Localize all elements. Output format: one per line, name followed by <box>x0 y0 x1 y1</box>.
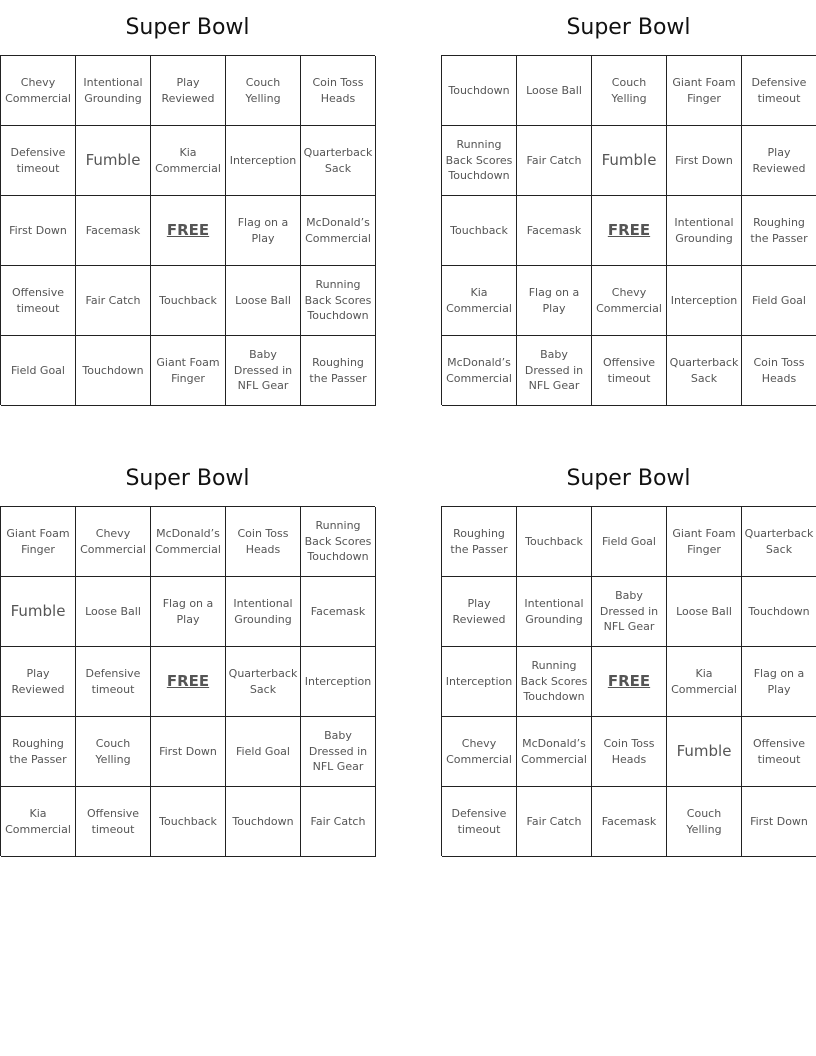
bingo-cell: Touchback <box>151 266 226 336</box>
bingo-cell: Fair Catch <box>301 787 376 857</box>
bingo-cell: McDonald’s Commercial <box>442 336 517 406</box>
bingo-cell: Field Goal <box>1 336 76 406</box>
bingo-cell: Roughing the Passer <box>742 196 816 266</box>
bingo-cell: McDonald’s Commercial <box>151 507 226 577</box>
bingo-cell: Fumble <box>592 126 667 196</box>
bingo-cell: Kia Commercial <box>151 126 226 196</box>
bingo-cell: Intentional Grounding <box>76 56 151 126</box>
bingo-cell: Defensive timeout <box>742 56 816 126</box>
bingo-cell: Touchdown <box>76 336 151 406</box>
bingo-cell: Couch Yelling <box>226 56 301 126</box>
bingo-cell: Interception <box>301 647 376 717</box>
bingo-cell: McDonald’s Commercial <box>301 196 376 266</box>
bingo-cell: Flag on a Play <box>151 577 226 647</box>
bingo-cell: Flag on a Play <box>226 196 301 266</box>
bingo-cell: Fumble <box>1 577 76 647</box>
bingo-cell: Couch Yelling <box>592 56 667 126</box>
bingo-cell: McDonald’s Commercial <box>517 717 592 787</box>
bingo-card-4 <box>441 451 816 836</box>
bingo-cell: Offensive timeout <box>742 717 816 787</box>
bingo-cell: Kia Commercial <box>1 787 76 857</box>
bingo-cell: Quarterback Sack <box>742 507 816 577</box>
bingo-cell: Play Reviewed <box>151 56 226 126</box>
bingo-cell: Giant Foam Finger <box>667 56 742 126</box>
bingo-cell: Loose Ball <box>226 266 301 336</box>
bingo-cell: Roughing the Passer <box>301 336 376 406</box>
bingo-cell: Touchback <box>442 196 517 266</box>
bingo-cell: Defensive timeout <box>442 787 517 857</box>
card-title: Super Bowl <box>125 466 250 491</box>
bingo-cell: Defensive timeout <box>76 647 151 717</box>
bingo-cell: Coin Toss Heads <box>742 336 816 406</box>
bingo-cell: Loose Ball <box>76 577 151 647</box>
bingo-cell: Intentional Grounding <box>226 577 301 647</box>
bingo-card-1 <box>0 0 375 393</box>
bingo-cell: Defensive timeout <box>1 126 76 196</box>
bingo-cell: Baby Dressed in NFL Gear <box>592 577 667 647</box>
bingo-cell: Flag on a Play <box>517 266 592 336</box>
bingo-cell: Touchdown <box>742 577 816 647</box>
bingo-cell: Intentional Grounding <box>667 196 742 266</box>
bingo-cell: Giant Foam Finger <box>151 336 226 406</box>
bingo-cell: Intentional Grounding <box>517 577 592 647</box>
bingo-cell: Chevy Commercial <box>592 266 667 336</box>
bingo-cell: Couch Yelling <box>76 717 151 787</box>
bingo-cell: Touchdown <box>442 56 517 126</box>
bingo-cell: Touchdown <box>226 787 301 857</box>
bingo-cell: Baby Dressed in NFL Gear <box>226 336 301 406</box>
bingo-card-3 <box>0 451 375 836</box>
bingo-cell: Touchback <box>517 507 592 577</box>
bingo-cell: Offensive timeout <box>592 336 667 406</box>
bingo-cell: Offensive timeout <box>76 787 151 857</box>
bingo-cell: Interception <box>226 126 301 196</box>
bingo-card-2 <box>441 0 816 393</box>
bingo-cell: Coin Toss Heads <box>226 507 301 577</box>
bingo-cell: Facemask <box>592 787 667 857</box>
bingo-cell: Quarterback Sack <box>301 126 376 196</box>
bingo-cell: Coin Toss Heads <box>301 56 376 126</box>
bingo-cell: First Down <box>1 196 76 266</box>
bingo-cell: Roughing the Passer <box>442 507 517 577</box>
bingo-grid <box>441 55 816 405</box>
bingo-cell: Flag on a Play <box>742 647 816 717</box>
bingo-cell: First Down <box>742 787 816 857</box>
bingo-cell: Chevy Commercial <box>76 507 151 577</box>
bingo-cell: Running Back Scores Touchdown <box>517 647 592 717</box>
bingo-cell: Loose Ball <box>667 577 742 647</box>
bingo-grid <box>0 55 375 405</box>
bingo-cell: Play Reviewed <box>1 647 76 717</box>
bingo-cell: Field Goal <box>742 266 816 336</box>
bingo-cell: Baby Dressed in NFL Gear <box>301 717 376 787</box>
bingo-cell: Running Back Scores Touchdown <box>301 266 376 336</box>
bingo-cell: Field Goal <box>226 717 301 787</box>
bingo-cell: Play Reviewed <box>742 126 816 196</box>
bingo-cell: Facemask <box>301 577 376 647</box>
bingo-cell: Field Goal <box>592 507 667 577</box>
bingo-cell: Baby Dressed in NFL Gear <box>517 336 592 406</box>
bingo-cell: Offensive timeout <box>1 266 76 336</box>
bingo-cell: Play Reviewed <box>442 577 517 647</box>
bingo-cell: Loose Ball <box>517 56 592 126</box>
bingo-cell: Interception <box>667 266 742 336</box>
bingo-cell: Facemask <box>76 196 151 266</box>
bingo-cell: Kia Commercial <box>442 266 517 336</box>
bingo-cell: Quarterback Sack <box>667 336 742 406</box>
bingo-cell: Chevy Commercial <box>442 717 517 787</box>
free-space-cell: FREE <box>151 196 226 266</box>
bingo-cell: Interception <box>442 647 517 717</box>
bingo-cell: Giant Foam Finger <box>667 507 742 577</box>
bingo-cell: Touchback <box>151 787 226 857</box>
bingo-cell: Facemask <box>517 196 592 266</box>
bingo-cell: Quarterback Sack <box>226 647 301 717</box>
bingo-grid <box>0 506 375 856</box>
bingo-cell: Giant Foam Finger <box>1 507 76 577</box>
bingo-cell: Fair Catch <box>76 266 151 336</box>
bingo-cell: Roughing the Passer <box>1 717 76 787</box>
card-title: Super Bowl <box>125 15 250 40</box>
bingo-cell: Running Back Scores Touchdown <box>301 507 376 577</box>
bingo-cell: First Down <box>151 717 226 787</box>
free-space-cell: FREE <box>151 647 226 717</box>
bingo-cell: Fair Catch <box>517 787 592 857</box>
bingo-cell: Fumble <box>76 126 151 196</box>
free-space-cell: FREE <box>592 196 667 266</box>
bingo-cell: Coin Toss Heads <box>592 717 667 787</box>
free-space-cell: FREE <box>592 647 667 717</box>
bingo-cell: Fair Catch <box>517 126 592 196</box>
bingo-cell: First Down <box>667 126 742 196</box>
bingo-cell: Couch Yelling <box>667 787 742 857</box>
card-title: Super Bowl <box>566 15 691 40</box>
bingo-cell: Kia Commercial <box>667 647 742 717</box>
bingo-cell: Chevy Commercial <box>1 56 76 126</box>
card-title: Super Bowl <box>566 466 691 491</box>
bingo-cell: Running Back Scores Touchdown <box>442 126 517 196</box>
bingo-grid <box>441 506 816 856</box>
bingo-cell: Fumble <box>667 717 742 787</box>
